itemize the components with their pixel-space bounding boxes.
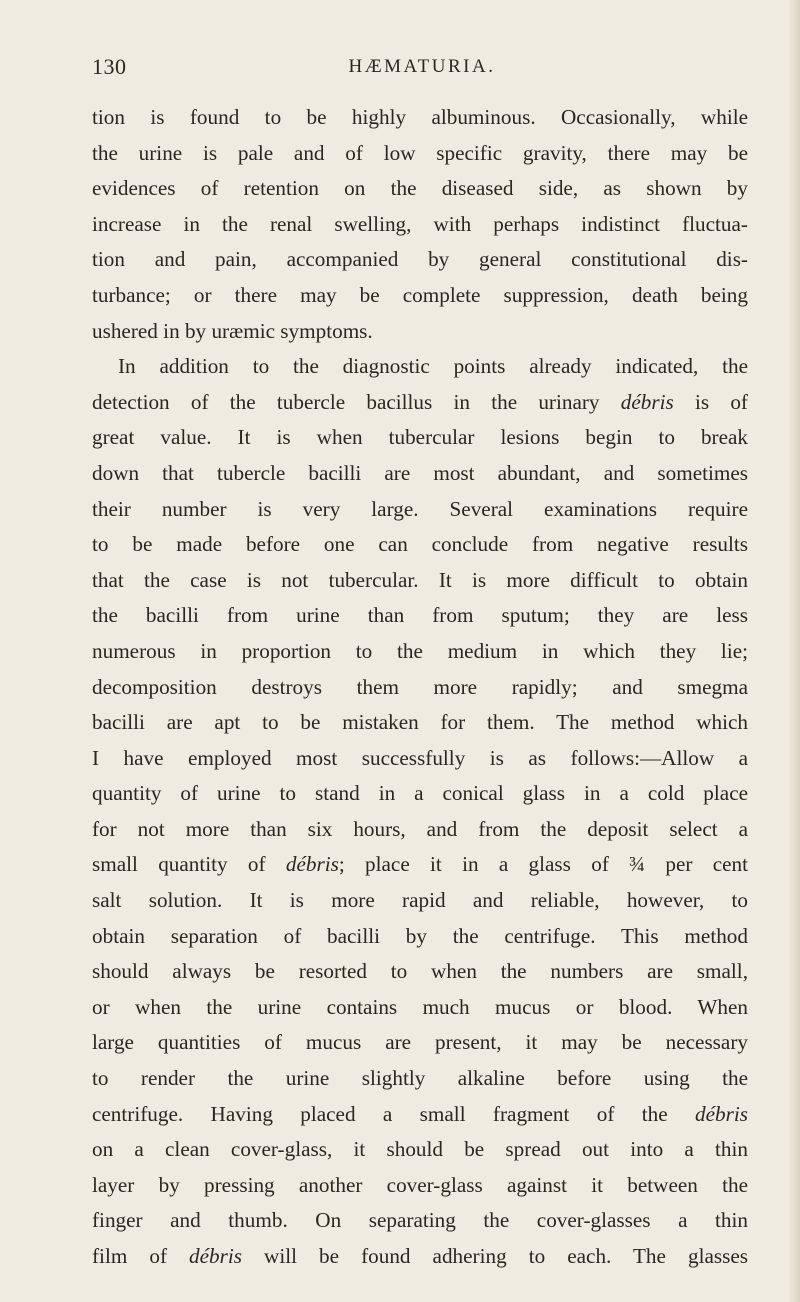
text-line: small quantity of débris; place it in a glass of ¾ per cent xyxy=(92,852,748,877)
text-line: to be made before one can conclude from negative results xyxy=(92,532,748,557)
text-line: tion is found to be highly albuminous. Occasionally, while xyxy=(92,105,748,129)
text-line: obtain separation of bacilli by the centrifuge. This method xyxy=(92,923,748,948)
text-line: decomposition destroys them more rapidly; and smegma xyxy=(92,674,748,699)
text-line: film of débris will be found adhering to each. The glasses xyxy=(92,1244,748,1268)
text-line: In addition to the diagnostic points already indicated, the xyxy=(118,354,748,379)
text-line: the urine is pale and of low specific gravity, there may be xyxy=(92,140,748,165)
body-text xyxy=(92,100,748,1275)
text-line: finger and thumb. On separating the cover-glasses a thin xyxy=(92,1208,748,1233)
text-line: that the case is not tubercular. It is more difficult to obtain xyxy=(92,567,748,592)
text-line: evidences of retention on the diseased side, as shown by xyxy=(92,176,748,201)
text-line: the bacilli from urine than from sputum; they are less xyxy=(92,603,748,628)
text-line: great value. It is when tubercular lesions begin to break xyxy=(92,425,748,450)
text-line: I have employed most successfully is as follows:—Allow a xyxy=(92,745,748,770)
text-line: tion and pain, accompanied by general constitutional dis- xyxy=(92,247,748,272)
text-line: numerous in proportion to the medium in which they lie; xyxy=(92,638,748,663)
text-line: centrifuge. Having placed a small fragment of the débris xyxy=(92,1101,748,1126)
text-line: to render the urine slightly alkaline before using the xyxy=(92,1066,748,1091)
text-line: down that tubercle bacilli are most abundant, and sometimes xyxy=(92,460,748,485)
running-head: HÆMATURIA. xyxy=(348,56,496,77)
text-line: their number is very large. Several examinations require xyxy=(92,496,748,521)
text-line: large quantities of mucus are present, it may be necessary xyxy=(92,1030,748,1055)
text-line: or when the urine contains much mucus or blood. When xyxy=(92,994,748,1019)
text-line: salt solution. It is more rapid and reliable, however, to xyxy=(92,888,748,913)
text-line: layer by pressing another cover-glass against it between the xyxy=(92,1172,748,1197)
page-number: 130 xyxy=(92,54,127,79)
page-edge-shadow xyxy=(788,0,800,1302)
page-header xyxy=(92,54,752,84)
text-line: bacilli are apt to be mistaken for them. The method which xyxy=(92,710,748,735)
text-line: on a clean cover-glass, it should be spread out into a thin xyxy=(92,1137,748,1162)
text-line: quantity of urine to stand in a conical glass in a cold place xyxy=(92,781,748,806)
text-line: for not more than six hours, and from the deposit select a xyxy=(92,816,748,841)
text-line: turbance; or there may be complete suppression, death being xyxy=(92,282,748,307)
text-line: detection of the tubercle bacillus in the urinary débris is of xyxy=(92,389,748,414)
text-line: increase in the renal swelling, with perhaps indistinct fluctua- xyxy=(92,211,748,236)
text-line: should always be resorted to when the numbers are small, xyxy=(92,959,748,984)
text-line: ushered in by uræmic symptoms. xyxy=(92,318,373,343)
